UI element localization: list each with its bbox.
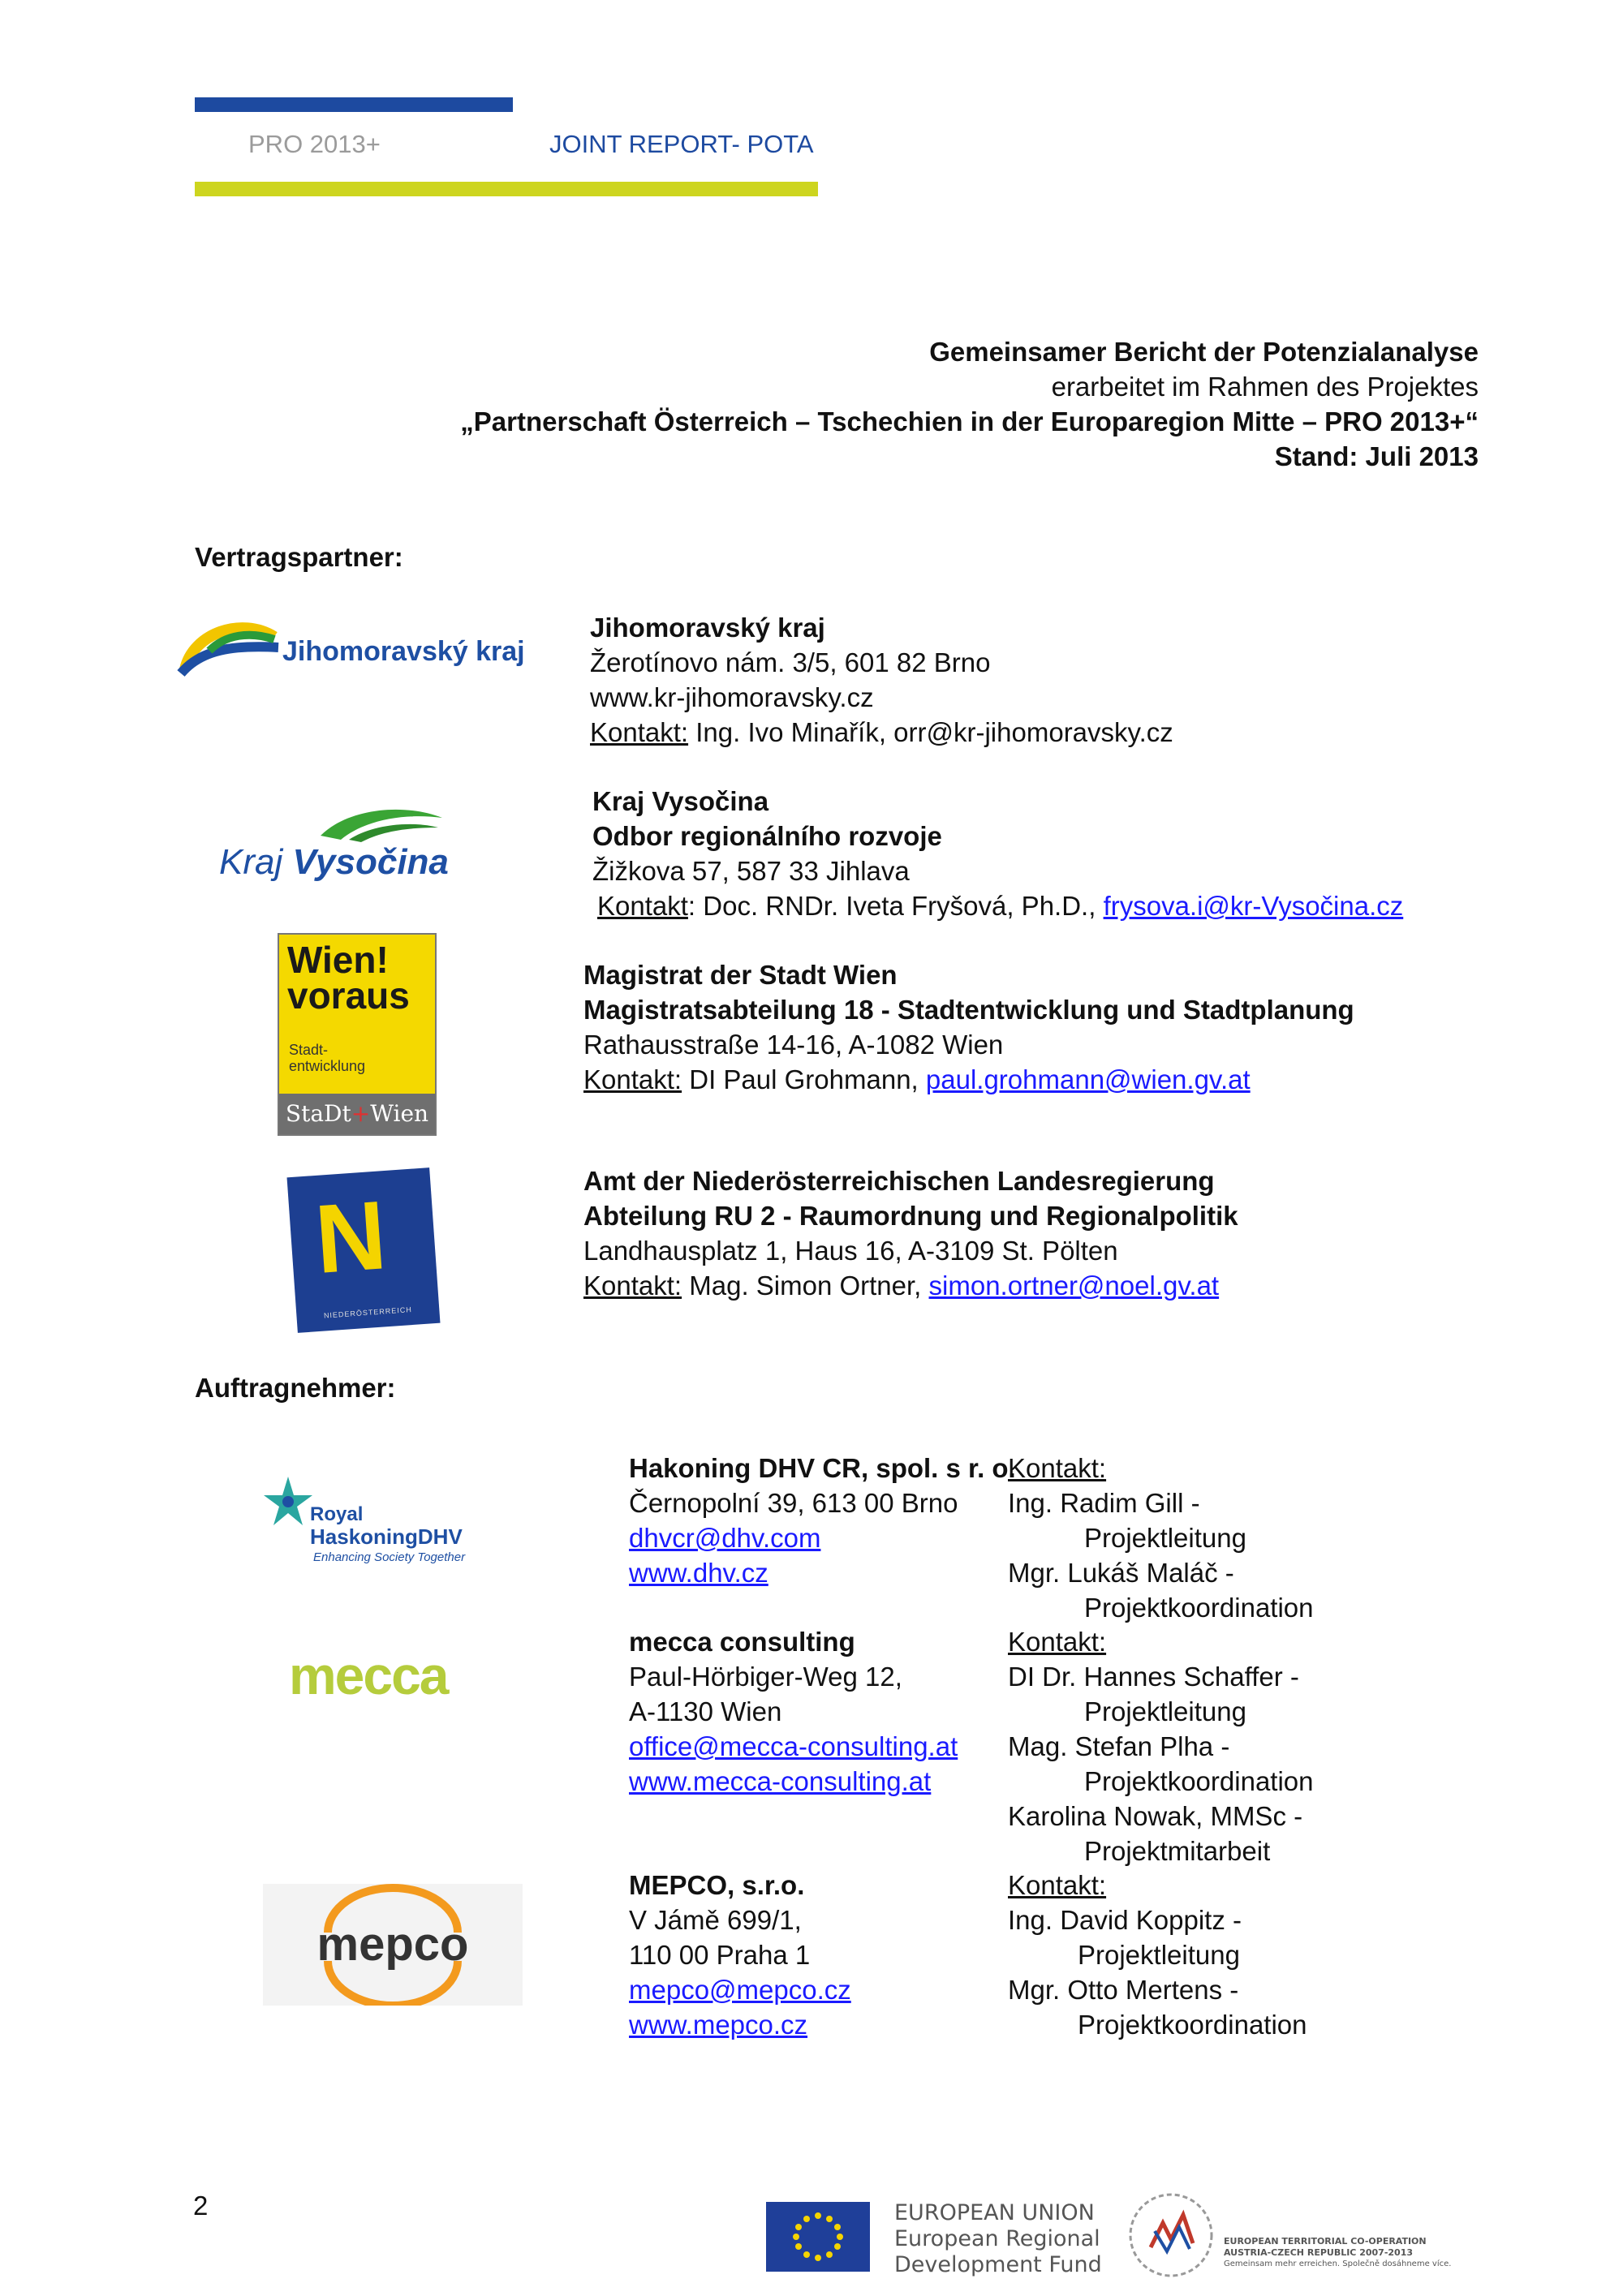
etc-text [1224, 2236, 1451, 2270]
section-heading-partners: Vertragspartner: [195, 542, 403, 572]
contact-role: Projektkoordination [1084, 1593, 1314, 1623]
contact-role: Projektleitung [1078, 1940, 1240, 1970]
eu-line-2: European Regional [894, 2226, 1100, 2251]
contact-role: Projektleitung [1084, 1523, 1246, 1553]
contact-details: DI Paul Grohmann, [682, 1064, 926, 1094]
partner-name: Jihomoravský kraj [590, 613, 825, 643]
partner-address: Landhausplatz 1, Haus 16, A-3109 St. Pölten [583, 1236, 1118, 1266]
title-line-3: „Partnerschaft Österreich – Tschechien in der Europaregion Mitte – PRO 2013+“ [460, 406, 1479, 436]
contractor-address-line-2: 110 00 Praha 1 [629, 1940, 811, 1970]
contractor-address-line-2: A-1130 Wien [629, 1696, 782, 1726]
wien-logo-line-4: entwicklung [289, 1058, 366, 1074]
contractor-mepco [629, 1868, 851, 2042]
partner-contact [590, 715, 1173, 750]
contact-person: Karolina Nowak, MMSc - [1008, 1801, 1303, 1831]
partner-niederoesterreich [583, 1163, 1238, 1303]
eu-line-3: Development Fund [894, 2252, 1102, 2277]
title-line-1: Gemeinsamer Bericht der Potenzialanalyse [929, 337, 1479, 367]
contractor-name: mecca consulting [629, 1627, 855, 1657]
eu-line-1: EUROPEAN UNION [894, 2200, 1095, 2225]
contact-person: Mgr. Lukáš Maláč - [1008, 1558, 1234, 1588]
partner-address: Žerotínovo nám. 3/5, 601 82 Brno [590, 647, 991, 677]
wien-logo-footer-b: Wien [370, 1100, 429, 1127]
partner-department: Abteilung RU 2 - Raumordnung und Regionalpolitik [583, 1201, 1238, 1231]
contact-label: Kontakt: [1008, 1453, 1107, 1483]
partner-name: Amt der Niederösterreichischen Landesregierung [583, 1166, 1215, 1196]
noe-logo-letter: N [312, 1180, 390, 1294]
contact-role: Projektkoordination [1078, 2010, 1307, 2040]
header-project-label: PRO 2013+ [248, 130, 381, 158]
contact-role: Projektkoordination [1084, 1766, 1314, 1796]
contact-person: Mag. Stefan Plha - [1008, 1731, 1230, 1761]
partner-contact [583, 1062, 1354, 1097]
partner-name: Kraj Vysočina [592, 786, 769, 816]
contractor-email-link[interactable]: office@mecca-consulting.at [629, 1731, 958, 1761]
contractor-name: MEPCO, s.r.o. [629, 1870, 805, 1900]
title-block [460, 334, 1479, 474]
contact-label: Kontakt: [583, 1271, 682, 1301]
mecca-logo-text: mecca [289, 1645, 448, 1705]
etc-line-3: Gemeinsam mehr erreichen. Společně dosáhneme více. [1224, 2259, 1452, 2268]
wien-voraus-logo [278, 933, 437, 1136]
contractor-mecca-contacts [1008, 1624, 1314, 1868]
mepco-logo [263, 1884, 523, 2006]
contractor-email-link[interactable]: mepco@mepco.cz [629, 1975, 851, 2005]
etc-line-1: EUROPEAN TERRITORIAL CO-OPERATION [1224, 2236, 1427, 2247]
eu-fund-text [894, 2200, 1102, 2278]
partner-jihomoravsky [590, 610, 1173, 750]
partner-contact [592, 888, 1403, 923]
title-line-4: Stand: Juli 2013 [1274, 441, 1479, 471]
contact-role: Projektmitarbeit [1084, 1836, 1271, 1866]
contractor-address: Černopolní 39, 613 00 Brno [629, 1488, 958, 1518]
partner-vysocina [592, 784, 1403, 923]
partner-name: Magistrat der Stadt Wien [583, 960, 898, 990]
contact-person: DI Dr. Hannes Schaffer - [1008, 1662, 1299, 1692]
jihomoravsky-kraj-logo [177, 600, 534, 681]
haskoning-logo-line-1: Royal [310, 1503, 364, 1525]
contractor-web-link[interactable]: www.mepco.cz [629, 2010, 808, 2040]
haskoning-logo-line-2: HaskoningDHV [310, 1524, 463, 1549]
contractor-haskoning-contacts [1008, 1451, 1314, 1625]
vysocina-logo-text-a: Kraj [219, 842, 293, 882]
partner-web: www.kr-jihomoravsky.cz [590, 682, 874, 712]
wien-logo-footer-a: StaDt [285, 1100, 351, 1127]
jihomoravsky-logo-text: Jihomoravský kraj [282, 636, 525, 667]
contact-label: Kontakt: [590, 717, 689, 747]
mepco-logo-text: mepco [316, 1918, 469, 1971]
contractor-mepco-contacts [1008, 1868, 1307, 2042]
header-lime-bar [195, 182, 818, 196]
contact-label: Kontakt: [583, 1064, 682, 1094]
wien-logo-footer [279, 1094, 435, 1134]
mecca-logo [289, 1643, 492, 1708]
contact-details: : Doc. RNDr. Iveta Fryšová, Ph.D., [687, 891, 1104, 921]
vysocina-logo-text-b: Vysočina [292, 842, 449, 882]
contact-label: Kontakt [597, 891, 688, 921]
contact-role: Projektleitung [1084, 1696, 1246, 1726]
contact-person: Mgr. Otto Mertens - [1008, 1975, 1239, 2005]
contractor-address-line-1: V Jámě 699/1, [629, 1905, 802, 1935]
contractor-web-link[interactable]: www.dhv.cz [629, 1558, 768, 1588]
partner-wien [583, 957, 1354, 1097]
etc-cooperation-seal-icon [1126, 2191, 1216, 2280]
royal-haskoningdhv-logo [260, 1473, 479, 1570]
niederoesterreich-logo [287, 1167, 441, 1333]
noe-logo-caption: NIEDERÖSTERREICH [323, 1305, 413, 1320]
partner-contact [583, 1268, 1238, 1303]
header-report-label: JOINT REPORT- POTA [549, 130, 814, 158]
contractor-address-line-1: Paul-Hörbiger-Weg 12, [629, 1662, 902, 1692]
contact-person: Ing. David Koppitz - [1008, 1905, 1242, 1935]
etc-line-2: AUSTRIA-CZECH REPUBLIC 2007-2013 [1224, 2247, 1414, 2258]
wien-logo-line-1: Wien! [287, 939, 389, 981]
page-number: 2 [193, 2191, 209, 2221]
kraj-vysocina-logo [219, 803, 479, 892]
contact-email-link[interactable]: paul.grohmann@wien.gv.at [925, 1064, 1251, 1094]
partner-department: Magistratsabteilung 18 - Stadtentwicklung und Stadtplanung [583, 995, 1354, 1025]
wien-logo-line-3: Stadt- [289, 1042, 329, 1058]
partner-address: Rathausstraße 14-16, A-1082 Wien [583, 1030, 1004, 1060]
partner-address: Žižkova 57, 587 33 Jihlava [592, 856, 910, 886]
partner-department: Odbor regionálního rozvoje [592, 821, 942, 851]
contact-label: Kontakt: [1008, 1870, 1107, 1900]
haskoning-logo-line-3: Enhancing Society Together [313, 1550, 466, 1564]
contact-label: Kontakt: [1008, 1627, 1107, 1657]
contractor-mecca [629, 1624, 958, 1799]
contractor-haskoning [629, 1451, 1016, 1590]
contact-person: Ing. Radim Gill - [1008, 1488, 1200, 1518]
contact-details: Mag. Simon Ortner, [682, 1271, 929, 1301]
contractor-email-link[interactable]: dhvcr@dhv.com [629, 1523, 821, 1553]
section-heading-contractors: Auftragnehmer: [195, 1373, 396, 1403]
title-line-2: erarbeitet im Rahmen des Projektes [1051, 372, 1479, 402]
wien-logo-line-2: voraus [287, 974, 410, 1017]
contact-email-link[interactable]: simon.ortner@noel.gv.at [928, 1271, 1220, 1301]
header-blue-bar [195, 97, 513, 112]
contractor-web-link[interactable]: www.mecca-consulting.at [629, 1766, 932, 1796]
eu-flag-icon [766, 2202, 870, 2272]
wien-logo-footer-plus: + [351, 1100, 371, 1127]
contact-details: Ing. Ivo Minařík, orr@kr-jihomoravsky.cz [688, 717, 1173, 747]
contractor-name: Hakoning DHV CR, spol. s r. o. [629, 1453, 1016, 1483]
contact-email-link[interactable]: frysova.i@kr-Vysočina.cz [1103, 891, 1404, 921]
